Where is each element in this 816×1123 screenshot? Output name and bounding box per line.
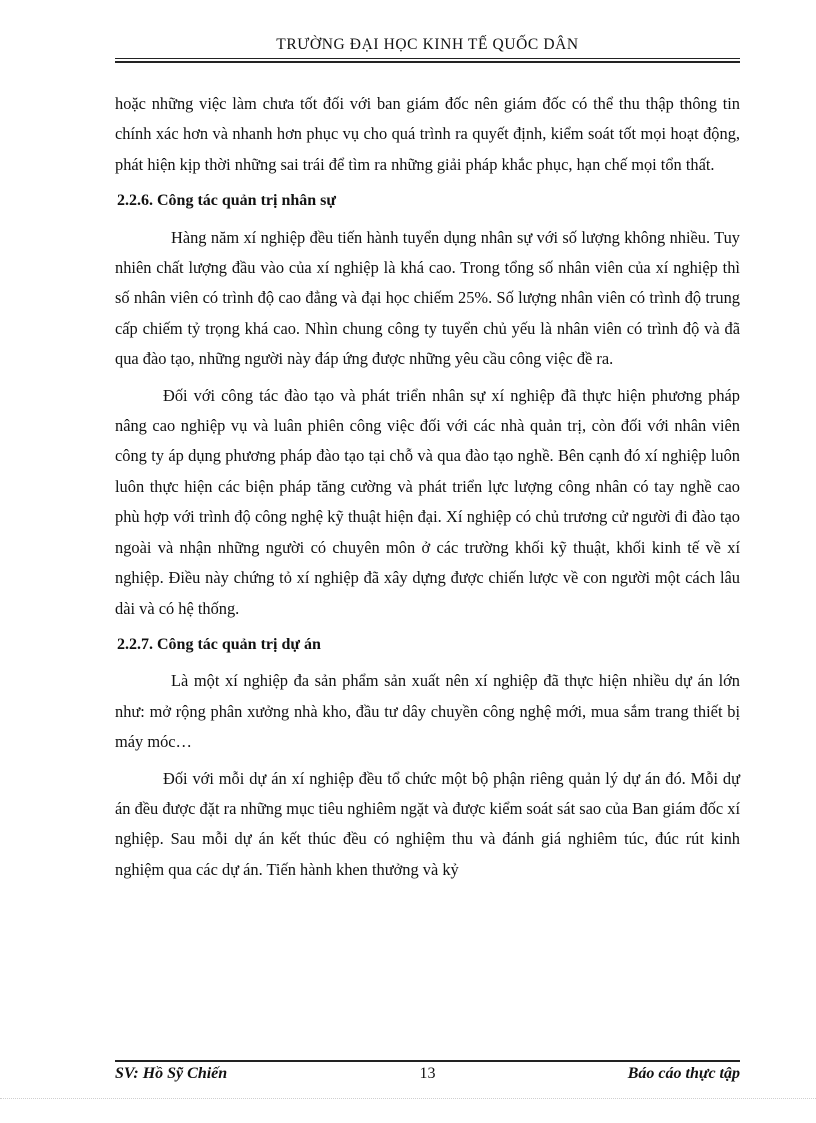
header-rule-thick — [115, 61, 740, 63]
paragraph-continuation: hoặc những việc làm chưa tốt đối với ban giám đốc nên giám đốc có thể thu thập thông tin chính xác hơn và nhanh hơn phục vụ cho quá trình ra quyết định, kiểm soát tốt mọi hoạt động, phát hiện kịp thời những sai trái để tìm ra những giải pháp khắc phục, hạn chế mọi tổn thất. — [115, 94, 740, 174]
page-bottom-dotted-line — [0, 1098, 816, 1099]
section-heading-hr: 2.2.6. Công tác quản trị nhân sự — [117, 192, 336, 210]
paragraph-project-management: Đối với mỗi dự án xí nghiệp đều tổ chức một bộ phận riêng quản lý dự án đó. Mỗi dự án đều được đặt ra những mục tiêu nghiêm ngặt và được kiểm soát sát sao của Ban giám đốc xí nghiệp. Sau mỗi dự án kết thúc đều có nghiệm thu và đánh giá nghiêm túc, đúc rút kinh nghiệm qua các dự án. Tiến hành khen thưởng và kỷ — [115, 768, 740, 879]
footer-rule — [115, 1060, 740, 1062]
header-rule — [115, 58, 740, 59]
paragraph-recruitment: Hàng năm xí nghiệp đều tiến hành tuyển dụng nhân sự với số lượng không nhiều. Tuy nhiên chất lượng đầu vào của xí nghiệp là khá cao. Trong tổng số nhân viên của xí nghiệp thì số nhân viên có trình độ cao đẳng và đại học chiếm 25%. Số lượng nhân viên có trình độ trung cấp chiếm tỷ trọng khá cao. Nhìn chung công ty tuyển chủ yếu là nhân viên có trình độ và đã qua đào tạo, những người này đáp ứng được những yêu cầu công việc đề ra. — [115, 227, 740, 369]
page-footer — [115, 1065, 740, 1089]
paragraph-projects: Là một xí nghiệp đa sản phẩm sản xuất nên xí nghiệp đã thực hiện nhiều dự án lớn như: mở rộng phân xưởng nhà kho, đầu tư dây chuyền công nghệ mới, mua sắm trang thiết bị máy móc… — [115, 671, 740, 752]
section-heading-projects: 2.2.7. Công tác quản trị dự án — [117, 635, 321, 653]
footer-author: SV: Hồ Sỹ Chiến — [115, 1065, 228, 1082]
page-number: 13 — [419, 1065, 436, 1082]
paragraph-training: Đối với công tác đào tạo và phát triển nhân sự xí nghiệp đã thực hiện phương pháp nâng cao nghiệp vụ và luân phiên công việc đối với các nhà quản trị, còn đối với nhân viên công ty áp dụng phương pháp đào tạo tại chỗ và qua đào tạo nghề. Bên cạnh đó xí nghiệp luôn luôn thực hiện các biện pháp tăng cường và phát triển lực lượng công nhân có tay nghề cao phù hợp với trình độ công nghệ kỹ thuật hiện đại. Xí nghiệp có chủ trương cử người đi đào tạo ngoài và nhận những người có chuyên môn ở các trường khối kỹ thuật, khối kinh tế về xí nghiệp. Điều này chứng tỏ xí nghiệp đã xây dựng được chiến lược về con người một cách lâu dài và có hệ thống. — [115, 385, 740, 618]
page-body — [115, 89, 740, 891]
footer-report-label: Báo cáo thực tập — [627, 1065, 740, 1082]
page-header-title: TRƯỜNG ĐẠI HỌC KINH TẾ QUỐC DÂN — [276, 36, 579, 53]
